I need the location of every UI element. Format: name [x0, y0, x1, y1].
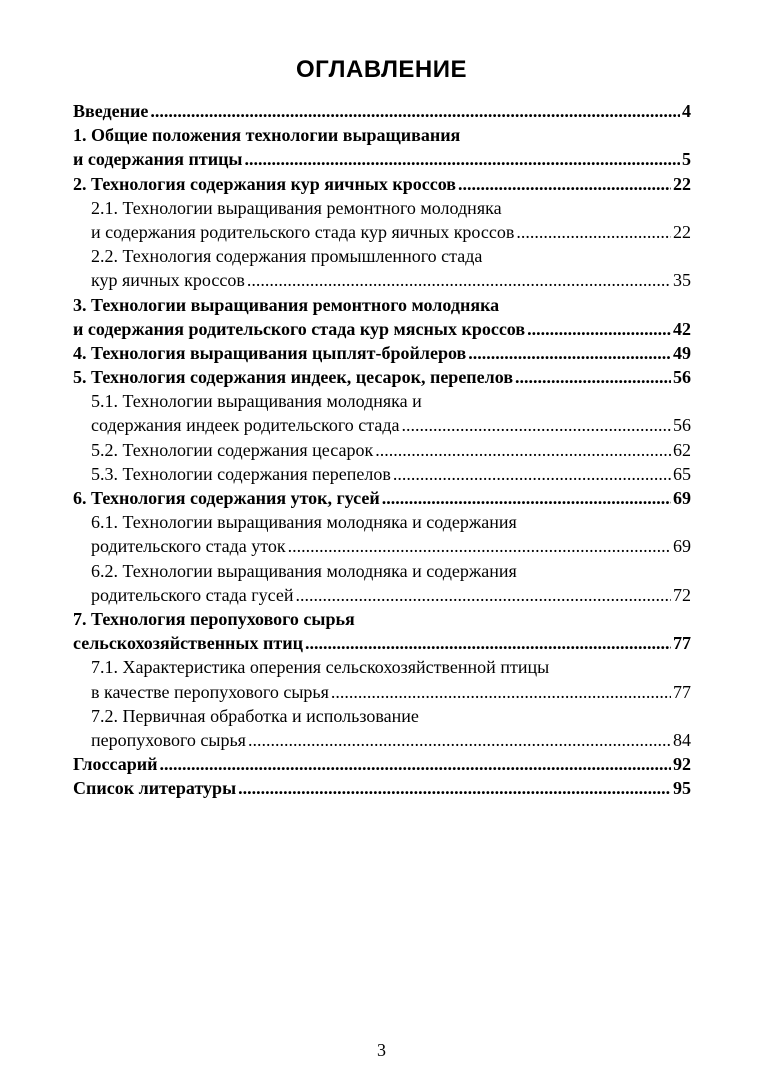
toc-leader-dots: [375, 438, 671, 462]
toc-page-number: 42: [673, 318, 691, 339]
toc-leader-dots: [527, 317, 671, 341]
toc-entry-title: Введение: [73, 101, 149, 121]
toc-page-number: 65: [673, 463, 691, 484]
toc-page-number: 72: [673, 584, 691, 605]
toc-page-number: 69: [673, 488, 691, 508]
toc-subentry[interactable]: [73, 244, 691, 292]
toc-entry-title: сельскохозяйственных птиц: [73, 633, 303, 654]
toc-page-number: 77: [673, 633, 691, 654]
toc-entry-title: перопухового сырья: [91, 729, 246, 750]
toc-entry-title: 6.2. Технологии выращивания молодняка и содержания: [91, 560, 517, 581]
toc-subentry[interactable]: [73, 438, 691, 462]
toc-entry-title: в качестве перопухового сырья: [91, 681, 329, 702]
toc-entry-title: 1. Общие положения технологии выращивания: [73, 125, 461, 146]
toc-entry-line: [91, 534, 691, 558]
table-of-contents: [73, 99, 691, 800]
toc-entry[interactable]: [73, 607, 691, 655]
toc-leader-dots: [245, 147, 681, 171]
toc-entry-line: [73, 172, 691, 196]
toc-leader-dots: [248, 728, 671, 752]
toc-entry-title: содержания индеек родительского стада: [91, 415, 400, 436]
toc-subentry[interactable]: [73, 655, 691, 703]
toc-entry-title: 2.1. Технологии выращивания ремонтного молодняка: [91, 197, 502, 218]
toc-entry-title: Список литературы: [73, 778, 237, 799]
toc-entry-line: [91, 728, 691, 752]
toc-subentry[interactable]: [73, 196, 691, 244]
toc-entry-line: [91, 583, 691, 607]
toc-entry-title: 4. Технология выращивания цыплят-бройлеров: [73, 342, 467, 363]
toc-entry-title: 7.1. Характеристика оперения сельскохозяйственной птицы: [91, 657, 550, 678]
toc-entry-line: [73, 365, 691, 389]
toc-subentry[interactable]: [73, 510, 691, 558]
toc-entry-line: [91, 438, 691, 462]
toc-page-number: 77: [673, 681, 691, 702]
toc-entry-line: [91, 413, 691, 437]
toc-entry-title: 5.3. Технологии содержания перепелов: [91, 463, 391, 484]
toc-entry-title: и содержания птицы: [73, 149, 243, 170]
toc-leader-dots: [516, 220, 671, 244]
toc-entry-title: 2.2. Технология содержания промышленного стада: [91, 246, 483, 267]
toc-entry[interactable]: [73, 486, 691, 510]
toc-entry-line: [73, 147, 691, 171]
toc-leader-dots: [238, 776, 671, 800]
toc-page-number: 56: [673, 367, 691, 388]
toc-subentry[interactable]: [73, 704, 691, 752]
toc-entry-line: [73, 631, 691, 655]
toc-entry-title: 5.1. Технологии выращивания молодняка и: [91, 391, 422, 412]
toc-page-number: 95: [673, 778, 691, 799]
toc-entry-title: родительского стада гусей: [91, 584, 294, 605]
toc-entry[interactable]: [73, 172, 691, 196]
toc-leader-dots: [468, 341, 671, 365]
toc-page-number: 22: [673, 221, 691, 242]
toc-leader-dots: [296, 583, 672, 607]
toc-leader-dots: [331, 680, 671, 704]
toc-entry-title: 7. Технология перопухового сырья: [73, 608, 355, 629]
toc-entry-line: [91, 462, 691, 486]
toc-entry[interactable]: [73, 293, 691, 341]
toc-subentry[interactable]: [73, 559, 691, 607]
toc-entry[interactable]: [73, 365, 691, 389]
page-number: 3: [377, 1040, 386, 1060]
toc-page-number: 69: [673, 536, 691, 557]
toc-leader-dots: [305, 631, 671, 655]
toc-page-number: 62: [673, 439, 691, 460]
toc-page-number: 92: [673, 754, 691, 775]
toc-entry-title: 2. Технология содержания кур яичных кроссов: [73, 173, 457, 194]
toc-page-number: 22: [673, 173, 691, 194]
toc-page-number: 4: [682, 101, 691, 121]
toc-entry-line: [73, 486, 691, 510]
toc-entry[interactable]: [73, 776, 691, 800]
toc-entry-line: [73, 776, 691, 800]
toc-entry-title: кур яичных кроссов: [91, 270, 245, 291]
toc-entry-title: 3. Технологии выращивания ремонтного молодняка: [73, 294, 500, 315]
toc-page-number: 49: [673, 342, 691, 363]
toc-entry[interactable]: [73, 752, 691, 776]
toc-leader-dots: [150, 99, 680, 123]
toc-page-number: 56: [673, 415, 691, 436]
toc-entry-title: 6.1. Технологии выращивания молодняка и содержания: [91, 512, 517, 533]
toc-leader-dots: [159, 752, 671, 776]
toc-entry-line: [73, 99, 691, 123]
toc-subentry[interactable]: [73, 462, 691, 486]
toc-entry[interactable]: [73, 341, 691, 365]
toc-leader-dots: [402, 413, 671, 437]
page-title: ОГЛАВЛЕНИЕ: [295, 56, 468, 83]
toc-entry-title: 7.2. Первичная обработка и использование: [91, 705, 419, 726]
toc-leader-dots: [458, 172, 671, 196]
toc-leader-dots: [382, 486, 671, 510]
toc-entry-title: Глоссарий: [73, 754, 158, 775]
toc-leader-dots: [247, 268, 671, 292]
toc-entry-title: 6. Технология содержания уток, гусей: [73, 488, 380, 508]
toc-entry[interactable]: [73, 99, 691, 123]
toc-entry-title: и содержания родительского стада кур яичных кроссов: [91, 221, 515, 242]
toc-entry-title: и содержания родительского стада кур мясных кроссов: [73, 318, 526, 339]
toc-page-number: 84: [673, 729, 691, 750]
toc-leader-dots: [515, 365, 671, 389]
toc-entry-line: [73, 341, 691, 365]
toc-entry-title: 5.2. Технологии содержания цесарок: [91, 439, 374, 460]
toc-entry[interactable]: [73, 123, 691, 171]
toc-entry-line: [73, 317, 691, 341]
toc-page-number: 5: [682, 149, 691, 170]
toc-entry-line: [91, 680, 691, 704]
toc-entry-line: [73, 752, 691, 776]
toc-leader-dots: [393, 462, 671, 486]
toc-entry-title: родительского стада уток: [91, 536, 286, 557]
toc-subentry[interactable]: [73, 389, 691, 437]
toc-entry-line: [91, 220, 691, 244]
toc-leader-dots: [288, 534, 671, 558]
toc-entry-title: 5. Технология содержания индеек, цесарок, перепелов: [73, 367, 514, 388]
toc-page-number: 35: [673, 270, 691, 291]
toc-entry-line: [91, 268, 691, 292]
